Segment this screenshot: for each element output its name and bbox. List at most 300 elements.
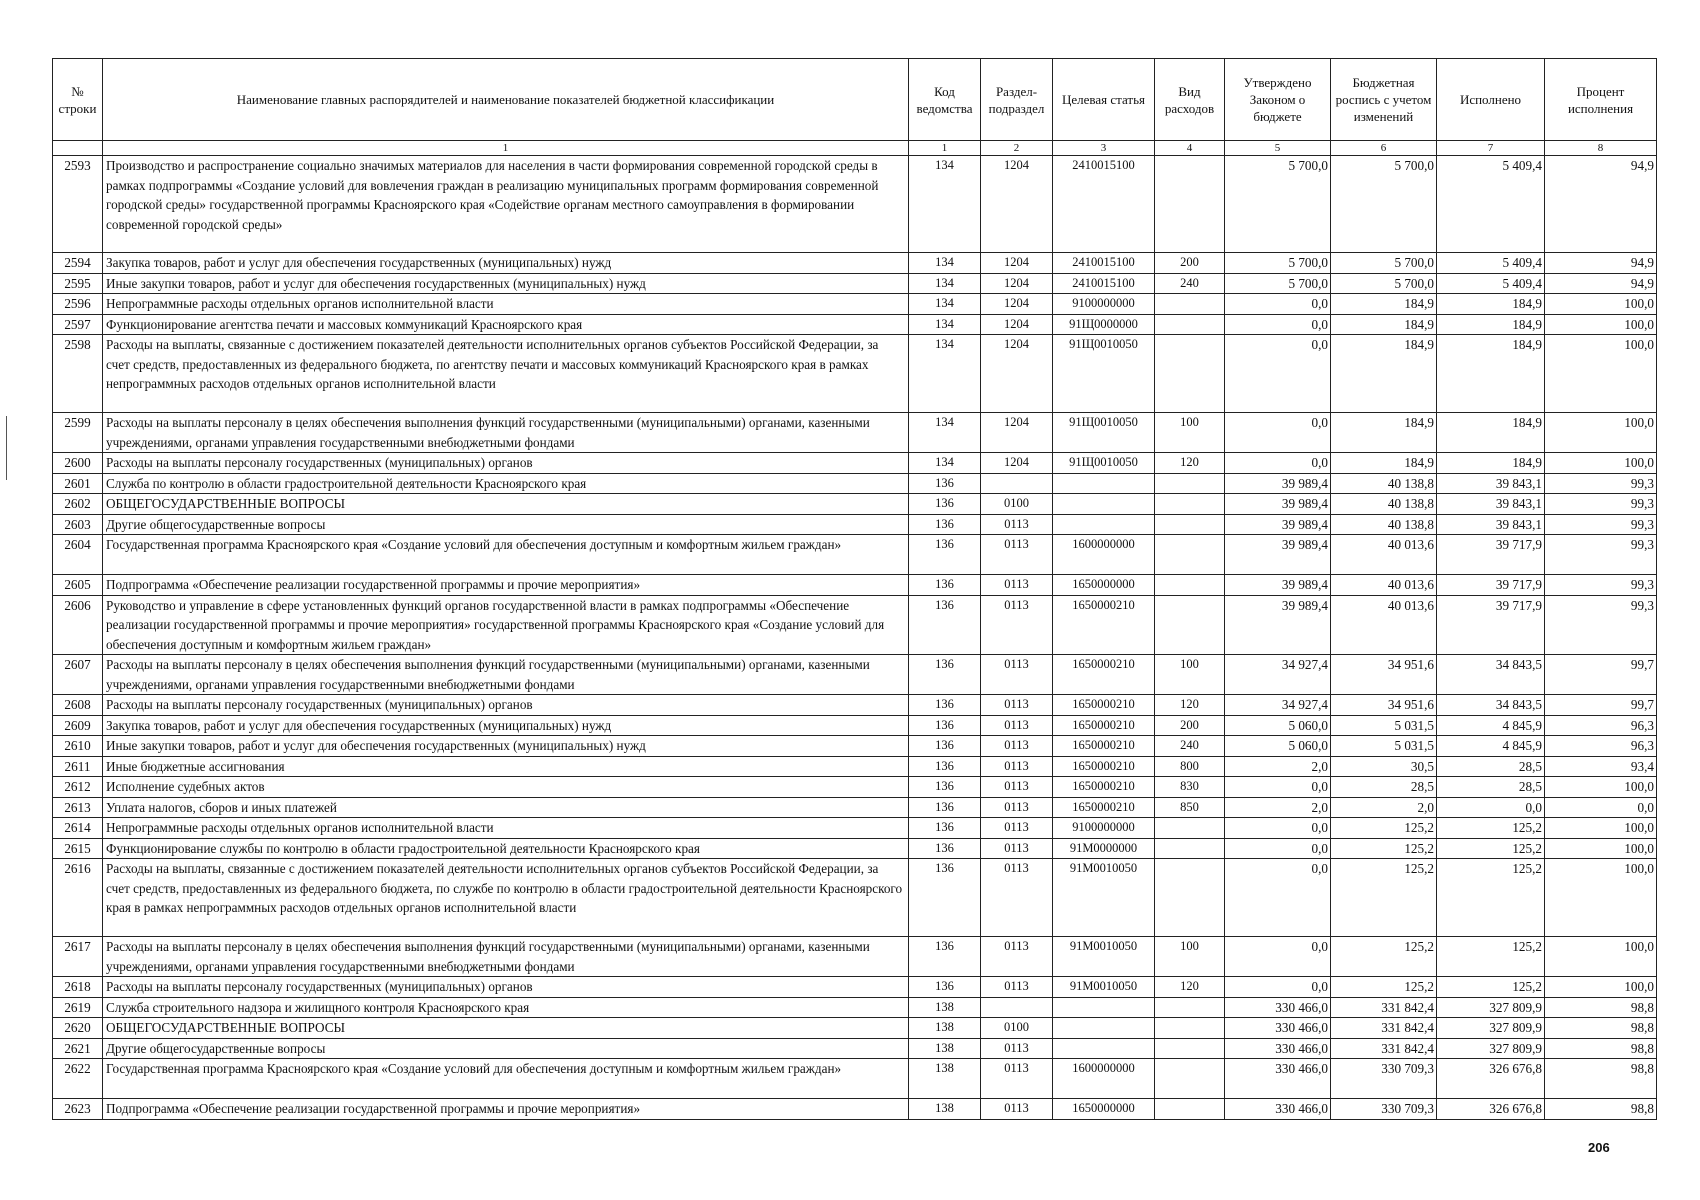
row-name: Функционирование службы по контролю в области градостроительной деятельности Красноярского края (103, 838, 909, 859)
section-code: 0113 (981, 777, 1053, 798)
execution-percent: 100,0 (1545, 314, 1657, 335)
table-header-row (53, 59, 1657, 141)
executed-amount: 39 843,1 (1437, 494, 1545, 515)
section-code: 0113 (981, 1038, 1053, 1059)
row-name: Расходы на выплаты персоналу в целях обеспечения выполнения функций государственными (муниципальными) органами, казенными учреждениями, органами управления государственными внебюджетными фондами (103, 655, 909, 695)
row-name: Руководство и управление в сфере установленных функций органов государственной власти в рамках подпрограммы «Обеспечение реализации государственной программы и прочие мероприятия» государственной программы Красноярского края «Создание условий для обеспечения доступным и комфортным жильем граждан» (103, 595, 909, 655)
target-article: 91Щ0010050 (1053, 413, 1155, 453)
column-number: 1 (909, 141, 981, 156)
row-number: 2608 (53, 695, 103, 716)
header-expense-type: Вид расходов (1155, 59, 1225, 141)
column-number: 6 (1331, 141, 1437, 156)
expense-type: 200 (1155, 715, 1225, 736)
section-code: 0113 (981, 736, 1053, 757)
executed-amount: 184,9 (1437, 335, 1545, 413)
expense-type (1155, 314, 1225, 335)
row-number: 2597 (53, 314, 103, 335)
execution-percent: 94,9 (1545, 253, 1657, 274)
table-row (53, 838, 1657, 859)
row-number: 2617 (53, 937, 103, 977)
approved-amount: 0,0 (1225, 453, 1331, 474)
section-code: 0113 (981, 575, 1053, 596)
section-code: 0113 (981, 1099, 1053, 1120)
target-article (1053, 514, 1155, 535)
row-name: Государственная программа Красноярского края «Создание условий для обеспечения доступным и комфортным жильем граждан» (103, 535, 909, 575)
dept-code: 136 (909, 977, 981, 998)
row-name: Расходы на выплаты персоналу государственных (муниципальных) органов (103, 977, 909, 998)
execution-percent: 100,0 (1545, 818, 1657, 839)
budget-amount: 125,2 (1331, 859, 1437, 937)
approved-amount: 34 927,4 (1225, 655, 1331, 695)
page-number: 206 (1588, 1140, 1610, 1155)
table-row (53, 595, 1657, 655)
table-row (53, 1018, 1657, 1039)
section-code: 1204 (981, 156, 1053, 253)
expense-type: 800 (1155, 756, 1225, 777)
target-article: 91М0010050 (1053, 859, 1155, 937)
row-number: 2605 (53, 575, 103, 596)
table-row (53, 294, 1657, 315)
table-row (53, 736, 1657, 757)
budget-amount: 30,5 (1331, 756, 1437, 777)
budget-amount: 34 951,6 (1331, 695, 1437, 716)
table-row (53, 756, 1657, 777)
execution-percent: 99,3 (1545, 514, 1657, 535)
executed-amount: 39 843,1 (1437, 514, 1545, 535)
row-number: 2618 (53, 977, 103, 998)
approved-amount: 5 700,0 (1225, 156, 1331, 253)
row-number: 2595 (53, 273, 103, 294)
row-name: Уплата налогов, сборов и иных платежей (103, 797, 909, 818)
table-row (53, 655, 1657, 695)
expense-type (1155, 494, 1225, 515)
expense-type (1155, 335, 1225, 413)
dept-code: 138 (909, 997, 981, 1018)
row-name: Непрограммные расходы отдельных органов исполнительной власти (103, 818, 909, 839)
section-code: 0113 (981, 535, 1053, 575)
target-article: 91Щ0000000 (1053, 314, 1155, 335)
dept-code: 134 (909, 156, 981, 253)
budget-amount: 184,9 (1331, 314, 1437, 335)
executed-amount: 5 409,4 (1437, 156, 1545, 253)
target-article (1053, 997, 1155, 1018)
section-code: 0100 (981, 494, 1053, 515)
budget-amount: 125,2 (1331, 937, 1437, 977)
table-row (53, 1038, 1657, 1059)
expense-type (1155, 1059, 1225, 1099)
header-name: Наименование главных распорядителей и наименование показателей бюджетной классификации (103, 59, 909, 141)
column-number-row (53, 141, 1657, 156)
target-article: 1650000210 (1053, 736, 1155, 757)
executed-amount: 39 843,1 (1437, 473, 1545, 494)
row-name: Расходы на выплаты персоналу государственных (муниципальных) органов (103, 453, 909, 474)
approved-amount: 330 466,0 (1225, 1018, 1331, 1039)
approved-amount: 39 989,4 (1225, 494, 1331, 515)
execution-percent: 98,8 (1545, 997, 1657, 1018)
table-row (53, 453, 1657, 474)
row-number: 2620 (53, 1018, 103, 1039)
section-code: 0113 (981, 838, 1053, 859)
approved-amount: 330 466,0 (1225, 1038, 1331, 1059)
row-number: 2593 (53, 156, 103, 253)
expense-type: 240 (1155, 736, 1225, 757)
row-number: 2614 (53, 818, 103, 839)
dept-code: 136 (909, 736, 981, 757)
dept-code: 134 (909, 253, 981, 274)
execution-percent: 100,0 (1545, 413, 1657, 453)
section-code: 0113 (981, 977, 1053, 998)
dept-code: 136 (909, 818, 981, 839)
executed-amount: 28,5 (1437, 777, 1545, 798)
header-approved: Утверждено Законом о бюджете (1225, 59, 1331, 141)
execution-percent: 100,0 (1545, 453, 1657, 474)
approved-amount: 0,0 (1225, 314, 1331, 335)
section-code: 0113 (981, 695, 1053, 716)
table-row (53, 715, 1657, 736)
header-section: Раздел-подраздел (981, 59, 1053, 141)
execution-percent: 99,7 (1545, 655, 1657, 695)
execution-percent: 100,0 (1545, 294, 1657, 315)
dept-code: 136 (909, 695, 981, 716)
section-code: 1204 (981, 335, 1053, 413)
execution-percent: 99,3 (1545, 575, 1657, 596)
dept-code: 138 (909, 1059, 981, 1099)
row-number: 2607 (53, 655, 103, 695)
column-number: 4 (1155, 141, 1225, 156)
row-number: 2599 (53, 413, 103, 453)
approved-amount: 5 700,0 (1225, 273, 1331, 294)
executed-amount: 184,9 (1437, 314, 1545, 335)
table-row (53, 335, 1657, 413)
approved-amount: 34 927,4 (1225, 695, 1331, 716)
target-article: 9100000000 (1053, 818, 1155, 839)
expense-type (1155, 1018, 1225, 1039)
budget-amount: 5 700,0 (1331, 253, 1437, 274)
execution-percent: 99,3 (1545, 535, 1657, 575)
budget-amount: 125,2 (1331, 818, 1437, 839)
section-code: 1204 (981, 453, 1053, 474)
table-row (53, 1099, 1657, 1120)
execution-percent: 100,0 (1545, 977, 1657, 998)
budget-amount: 40 013,6 (1331, 575, 1437, 596)
table-row (53, 797, 1657, 818)
approved-amount: 39 989,4 (1225, 535, 1331, 575)
section-code: 1204 (981, 314, 1053, 335)
expense-type: 120 (1155, 695, 1225, 716)
executed-amount: 184,9 (1437, 453, 1545, 474)
budget-amount: 184,9 (1331, 294, 1437, 315)
dept-code: 134 (909, 335, 981, 413)
expense-type: 120 (1155, 453, 1225, 474)
section-code: 0113 (981, 818, 1053, 839)
target-article: 1650000210 (1053, 756, 1155, 777)
row-number: 2602 (53, 494, 103, 515)
expense-type (1155, 535, 1225, 575)
executed-amount: 326 676,8 (1437, 1099, 1545, 1120)
row-name: Иные закупки товаров, работ и услуг для обеспечения государственных (муниципальных) нужд (103, 736, 909, 757)
expense-type: 100 (1155, 937, 1225, 977)
execution-percent: 0,0 (1545, 797, 1657, 818)
table-row (53, 859, 1657, 937)
table-row (53, 977, 1657, 998)
approved-amount: 39 989,4 (1225, 575, 1331, 596)
section-code: 0113 (981, 756, 1053, 777)
expense-type (1155, 514, 1225, 535)
section-code: 0113 (981, 937, 1053, 977)
table-row (53, 818, 1657, 839)
column-number (53, 141, 103, 156)
execution-percent: 94,9 (1545, 273, 1657, 294)
section-code (981, 997, 1053, 1018)
row-number: 2604 (53, 535, 103, 575)
row-number: 2612 (53, 777, 103, 798)
table-row (53, 413, 1657, 453)
approved-amount: 2,0 (1225, 756, 1331, 777)
column-number: 1 (103, 141, 909, 156)
target-article: 1650000000 (1053, 1099, 1155, 1120)
section-code: 0100 (981, 1018, 1053, 1039)
target-article: 1650000210 (1053, 655, 1155, 695)
budget-amount: 331 842,4 (1331, 997, 1437, 1018)
expense-type (1155, 595, 1225, 655)
row-name: Исполнение судебных актов (103, 777, 909, 798)
table-row (53, 473, 1657, 494)
budget-amount: 5 031,5 (1331, 736, 1437, 757)
row-number: 2613 (53, 797, 103, 818)
executed-amount: 125,2 (1437, 937, 1545, 977)
row-number: 2622 (53, 1059, 103, 1099)
execution-percent: 100,0 (1545, 838, 1657, 859)
executed-amount: 39 717,9 (1437, 575, 1545, 596)
execution-percent: 96,3 (1545, 736, 1657, 757)
approved-amount: 0,0 (1225, 777, 1331, 798)
expense-type (1155, 294, 1225, 315)
row-number: 2594 (53, 253, 103, 274)
approved-amount: 39 989,4 (1225, 473, 1331, 494)
row-number: 2619 (53, 997, 103, 1018)
approved-amount: 39 989,4 (1225, 595, 1331, 655)
expense-type (1155, 156, 1225, 253)
executed-amount: 184,9 (1437, 413, 1545, 453)
row-name: ОБЩЕГОСУДАРСТВЕННЫЕ ВОПРОСЫ (103, 1018, 909, 1039)
table-row (53, 695, 1657, 716)
section-code: 0113 (981, 514, 1053, 535)
executed-amount: 5 409,4 (1437, 253, 1545, 274)
executed-amount: 326 676,8 (1437, 1059, 1545, 1099)
dept-code: 136 (909, 715, 981, 736)
budget-amount: 40 013,6 (1331, 595, 1437, 655)
approved-amount: 0,0 (1225, 937, 1331, 977)
execution-percent: 96,3 (1545, 715, 1657, 736)
table-row (53, 997, 1657, 1018)
target-article: 1600000000 (1053, 535, 1155, 575)
execution-percent: 94,9 (1545, 156, 1657, 253)
executed-amount: 4 845,9 (1437, 715, 1545, 736)
approved-amount: 2,0 (1225, 797, 1331, 818)
execution-percent: 98,8 (1545, 1038, 1657, 1059)
row-name: Государственная программа Красноярского края «Создание условий для обеспечения доступным и комфортным жильем граждан» (103, 1059, 909, 1099)
budget-amount: 28,5 (1331, 777, 1437, 798)
row-name: Расходы на выплаты, связанные с достижением показателей деятельности исполнительных органов субъектов Российской Федерации, за счет средств, предоставленных из федерального бюджета, по агентству печати и массовых коммуникаций Красноярского края в рамках непрограммных расходов отдельных органов исполнительной власти (103, 335, 909, 413)
row-number: 2623 (53, 1099, 103, 1120)
column-number: 7 (1437, 141, 1545, 156)
approved-amount: 0,0 (1225, 977, 1331, 998)
executed-amount: 184,9 (1437, 294, 1545, 315)
budget-amount: 40 138,8 (1331, 514, 1437, 535)
budget-amount: 125,2 (1331, 977, 1437, 998)
dept-code: 134 (909, 314, 981, 335)
target-article (1053, 494, 1155, 515)
dept-code: 136 (909, 494, 981, 515)
budget-amount: 34 951,6 (1331, 655, 1437, 695)
target-article (1053, 1018, 1155, 1039)
row-number: 2598 (53, 335, 103, 413)
approved-amount: 0,0 (1225, 838, 1331, 859)
target-article (1053, 473, 1155, 494)
row-number: 2610 (53, 736, 103, 757)
executed-amount: 28,5 (1437, 756, 1545, 777)
dept-code: 138 (909, 1038, 981, 1059)
column-number: 2 (981, 141, 1053, 156)
target-article: 1650000000 (1053, 575, 1155, 596)
row-name: Расходы на выплаты персоналу в целях обеспечения выполнения функций государственными (муниципальными) органами, казенными учреждениями, органами управления государственными внебюджетными фондами (103, 937, 909, 977)
header-executed: Исполнено (1437, 59, 1545, 141)
target-article: 91Щ0010050 (1053, 453, 1155, 474)
budget-amount: 330 709,3 (1331, 1059, 1437, 1099)
row-number: 2616 (53, 859, 103, 937)
row-name: Подпрограмма «Обеспечение реализации государственной программы и прочие мероприятия» (103, 575, 909, 596)
approved-amount: 330 466,0 (1225, 997, 1331, 1018)
expense-type: 120 (1155, 977, 1225, 998)
header-row-number: № строки (53, 59, 103, 141)
budget-amount: 40 138,8 (1331, 473, 1437, 494)
scan-margin-mark (6, 416, 7, 480)
executed-amount: 0,0 (1437, 797, 1545, 818)
row-name: Иные бюджетные ассигнования (103, 756, 909, 777)
executed-amount: 5 409,4 (1437, 273, 1545, 294)
expense-type (1155, 838, 1225, 859)
expense-type (1155, 1038, 1225, 1059)
header-dept-code: Код ведомства (909, 59, 981, 141)
budget-amount: 2,0 (1331, 797, 1437, 818)
row-name: ОБЩЕГОСУДАРСТВЕННЫЕ ВОПРОСЫ (103, 494, 909, 515)
dept-code: 136 (909, 535, 981, 575)
target-article: 91М0010050 (1053, 937, 1155, 977)
row-number: 2600 (53, 453, 103, 474)
execution-percent: 99,3 (1545, 494, 1657, 515)
executed-amount: 39 717,9 (1437, 595, 1545, 655)
table-row (53, 253, 1657, 274)
budget-amount: 184,9 (1331, 413, 1437, 453)
dept-code: 134 (909, 273, 981, 294)
approved-amount: 0,0 (1225, 294, 1331, 315)
row-number: 2621 (53, 1038, 103, 1059)
row-name: Производство и распространение социально значимых материалов для населения в части формирования современной городской среды в рамках подпрограммы «Создание условий для вовлечения граждан в реализацию муниципальных программ формирования современной городской среды» государственной программы Красноярского края «Содействие органам местного самоуправления в формировании современной городской среды» (103, 156, 909, 253)
budget-execution-table (52, 58, 1657, 1120)
header-budget-schedule: Бюджетная роспись с учетом изменений (1331, 59, 1437, 141)
row-name: Иные закупки товаров, работ и услуг для обеспечения государственных (муниципальных) нужд (103, 273, 909, 294)
execution-percent: 100,0 (1545, 777, 1657, 798)
header-percent: Процент исполнения (1545, 59, 1657, 141)
section-code: 0113 (981, 655, 1053, 695)
execution-percent: 99,3 (1545, 595, 1657, 655)
approved-amount: 0,0 (1225, 859, 1331, 937)
expense-type: 240 (1155, 273, 1225, 294)
table-body (53, 156, 1657, 1120)
dept-code: 138 (909, 1099, 981, 1120)
row-number: 2596 (53, 294, 103, 315)
executed-amount: 39 717,9 (1437, 535, 1545, 575)
target-article: 2410015100 (1053, 273, 1155, 294)
section-code: 0113 (981, 1059, 1053, 1099)
section-code (981, 473, 1053, 494)
execution-percent: 100,0 (1545, 937, 1657, 977)
approved-amount: 5 060,0 (1225, 736, 1331, 757)
header-target-article: Целевая статья (1053, 59, 1155, 141)
target-article: 1650000210 (1053, 595, 1155, 655)
row-number: 2611 (53, 756, 103, 777)
approved-amount: 5 700,0 (1225, 253, 1331, 274)
budget-amount: 40 138,8 (1331, 494, 1437, 515)
executed-amount: 327 809,9 (1437, 997, 1545, 1018)
expense-type: 200 (1155, 253, 1225, 274)
row-name: Расходы на выплаты, связанные с достижением показателей деятельности исполнительных органов субъектов Российской Федерации, за счет средств, предоставленных из федерального бюджета, по службе по контролю в области градостроительной деятельности Красноярского края в рамках непрограммных расходов отдельных органов исполнительной власти (103, 859, 909, 937)
dept-code: 136 (909, 777, 981, 798)
table-row (53, 937, 1657, 977)
budget-amount: 40 013,6 (1331, 535, 1437, 575)
budget-amount: 5 700,0 (1331, 273, 1437, 294)
dept-code: 136 (909, 756, 981, 777)
expense-type (1155, 997, 1225, 1018)
executed-amount: 34 843,5 (1437, 695, 1545, 716)
target-article: 1650000210 (1053, 695, 1155, 716)
dept-code: 136 (909, 595, 981, 655)
budget-amount: 5 700,0 (1331, 156, 1437, 253)
executed-amount: 34 843,5 (1437, 655, 1545, 695)
execution-percent: 98,8 (1545, 1059, 1657, 1099)
table-row (53, 273, 1657, 294)
budget-amount: 184,9 (1331, 453, 1437, 474)
column-number: 5 (1225, 141, 1331, 156)
approved-amount: 330 466,0 (1225, 1059, 1331, 1099)
target-article: 1650000210 (1053, 797, 1155, 818)
dept-code: 136 (909, 655, 981, 695)
approved-amount: 0,0 (1225, 413, 1331, 453)
target-article: 1650000210 (1053, 777, 1155, 798)
row-name: Служба строительного надзора и жилищного контроля Красноярского края (103, 997, 909, 1018)
section-code: 1204 (981, 253, 1053, 274)
table-row (53, 156, 1657, 253)
target-article: 91М0000000 (1053, 838, 1155, 859)
approved-amount: 5 060,0 (1225, 715, 1331, 736)
executed-amount: 327 809,9 (1437, 1018, 1545, 1039)
row-number: 2601 (53, 473, 103, 494)
row-name: Закупка товаров, работ и услуг для обеспечения государственных (муниципальных) нужд (103, 715, 909, 736)
row-number: 2615 (53, 838, 103, 859)
expense-type: 100 (1155, 655, 1225, 695)
table-row (53, 777, 1657, 798)
section-code: 0113 (981, 859, 1053, 937)
table-row (53, 1059, 1657, 1099)
execution-percent: 99,3 (1545, 473, 1657, 494)
approved-amount: 330 466,0 (1225, 1099, 1331, 1120)
row-name: Другие общегосударственные вопросы (103, 1038, 909, 1059)
row-name: Расходы на выплаты персоналу государственных (муниципальных) органов (103, 695, 909, 716)
dept-code: 136 (909, 575, 981, 596)
table-row (53, 514, 1657, 535)
row-name: Другие общегосударственные вопросы (103, 514, 909, 535)
target-article: 2410015100 (1053, 253, 1155, 274)
